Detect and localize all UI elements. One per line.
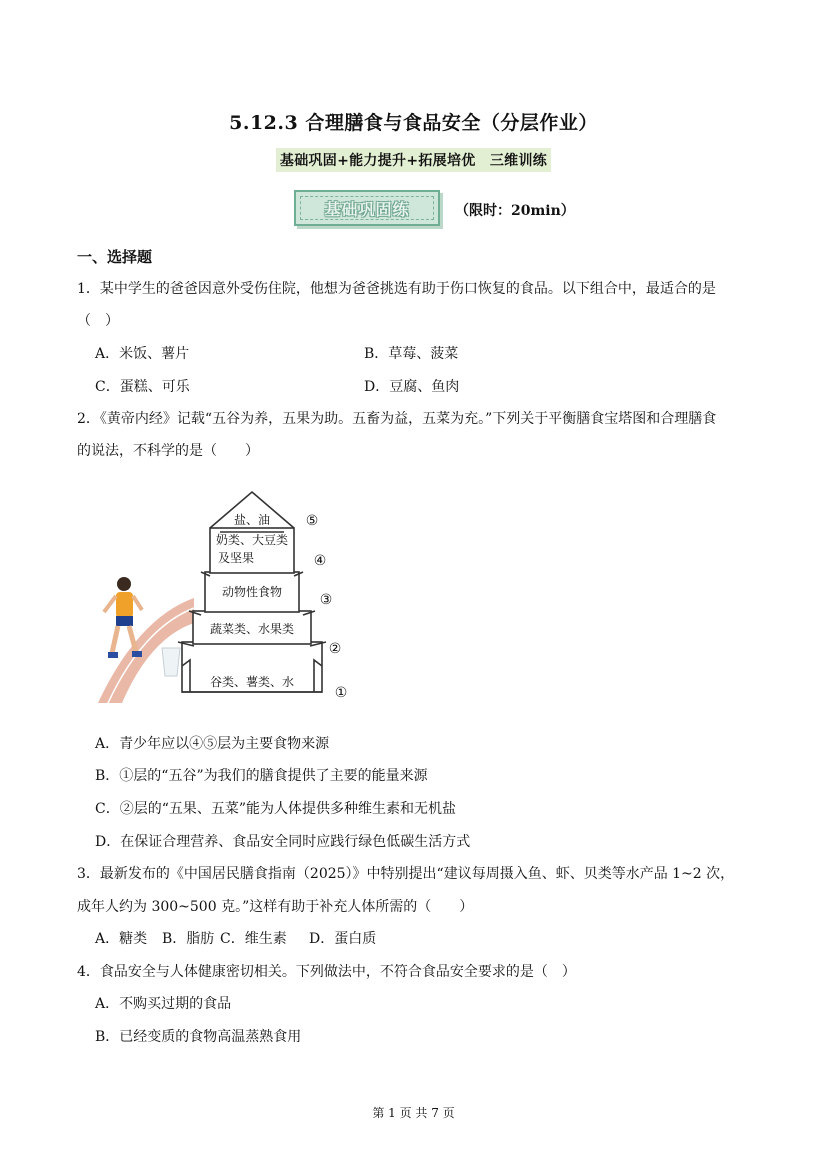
level-badge-label: 基础巩固练 — [300, 196, 434, 220]
question-2-option-b: B．①层的“五谷”为我们的膳食提供了主要的能量来源 — [95, 768, 428, 784]
water-glass-icon — [162, 648, 180, 676]
pyramid-level-4-label-line-1: 奶类、大豆类 — [215, 533, 289, 547]
question-2-line-2: 的说法，不科学的是（ ） — [77, 443, 259, 459]
question-3-option-a: A．糖类 — [95, 931, 148, 947]
pyramid-level-4-number: ④ — [313, 553, 327, 569]
question-1-option-d: D．豆腐、鱼肉 — [364, 379, 460, 395]
question-1-option-b: B．草莓、菠菜 — [364, 346, 459, 362]
question-1-option-c: C．蛋糕、可乐 — [95, 379, 190, 395]
page-title: 5.12.3 合理膳食与食品安全（分层作业） — [229, 112, 598, 134]
question-3-option-b: B．脂肪 — [162, 931, 215, 947]
pyramid-level-2-label: 蔬菜类、水果类 — [209, 622, 295, 636]
question-3-option-d: D．蛋白质 — [309, 931, 377, 947]
runner-figure — [104, 577, 142, 658]
question-4-option-b: B．已经变质的食物高温蒸熟食用 — [95, 1029, 302, 1045]
question-2-option-c: C．②层的“五果、五菜”能为人体提供多种维生素和无机盐 — [95, 801, 457, 817]
level-badge — [294, 190, 440, 226]
question-3-option-c: C．维生素 — [220, 931, 287, 947]
page-footer: 第 1 页 共 7 页 — [372, 1106, 455, 1120]
question-4-option-a: A．不购买过期的食品 — [95, 996, 232, 1012]
question-2-option-a: A．青少年应以④⑤层为主要食物来源 — [95, 736, 330, 752]
pyramid-level-5-label: 盐、油 — [233, 513, 271, 527]
question-1-line-1: 1．某中学生的爸爸因意外受伤住院，他想为爸爸挑选有助于伤口恢复的食品。以下组合中，最适合的是 — [77, 281, 716, 297]
food-pyramid-figure — [98, 488, 360, 714]
pyramid-level-5-number: ⑤ — [305, 513, 319, 529]
question-4-line-1: 4．食品安全与人体健康密切相关。下列做法中，不符合食品安全要求的是（ ） — [77, 964, 576, 980]
pyramid-level-3-label: 动物性食物 — [221, 585, 283, 599]
question-1-line-2: （ ） — [77, 313, 119, 329]
section-title: 一、选择题 — [77, 248, 153, 266]
pyramid-level-1-label: 谷类、薯类、水 — [209, 675, 295, 689]
page-subtitle: 基础巩固+能力提升+拓展培优 三维训练 — [276, 148, 551, 172]
question-2-line-1: 2．《黄帝内经》记载“五谷为养，五果为助。五畜为益，五菜为充。”下列关于平衡膳食宝塔图和合理膳食 — [77, 411, 717, 427]
pyramid-level-4-label-line-2: 及坚果 — [217, 551, 255, 565]
pyramid-level-2-number: ② — [328, 641, 342, 657]
pyramid-level-3-number: ③ — [319, 592, 333, 608]
question-3-line-1: 3．最新发布的《中国居民膳食指南（2025）》中特别提出“建议每周摄入鱼、虾、贝类等水产品 1~2 次， — [77, 866, 735, 882]
time-limit: （限时：20min） — [455, 203, 575, 219]
question-3-line-2: 成年人约为 300~500 克。”这样有助于补充人体所需的（ ） — [77, 899, 474, 915]
pyramid-level-1-number: ① — [334, 685, 348, 701]
question-1-option-a: A．米饭、薯片 — [95, 346, 190, 362]
question-2-option-d: D．在保证合理营养、食品安全同时应践行绿色低碳生活方式 — [95, 834, 471, 850]
